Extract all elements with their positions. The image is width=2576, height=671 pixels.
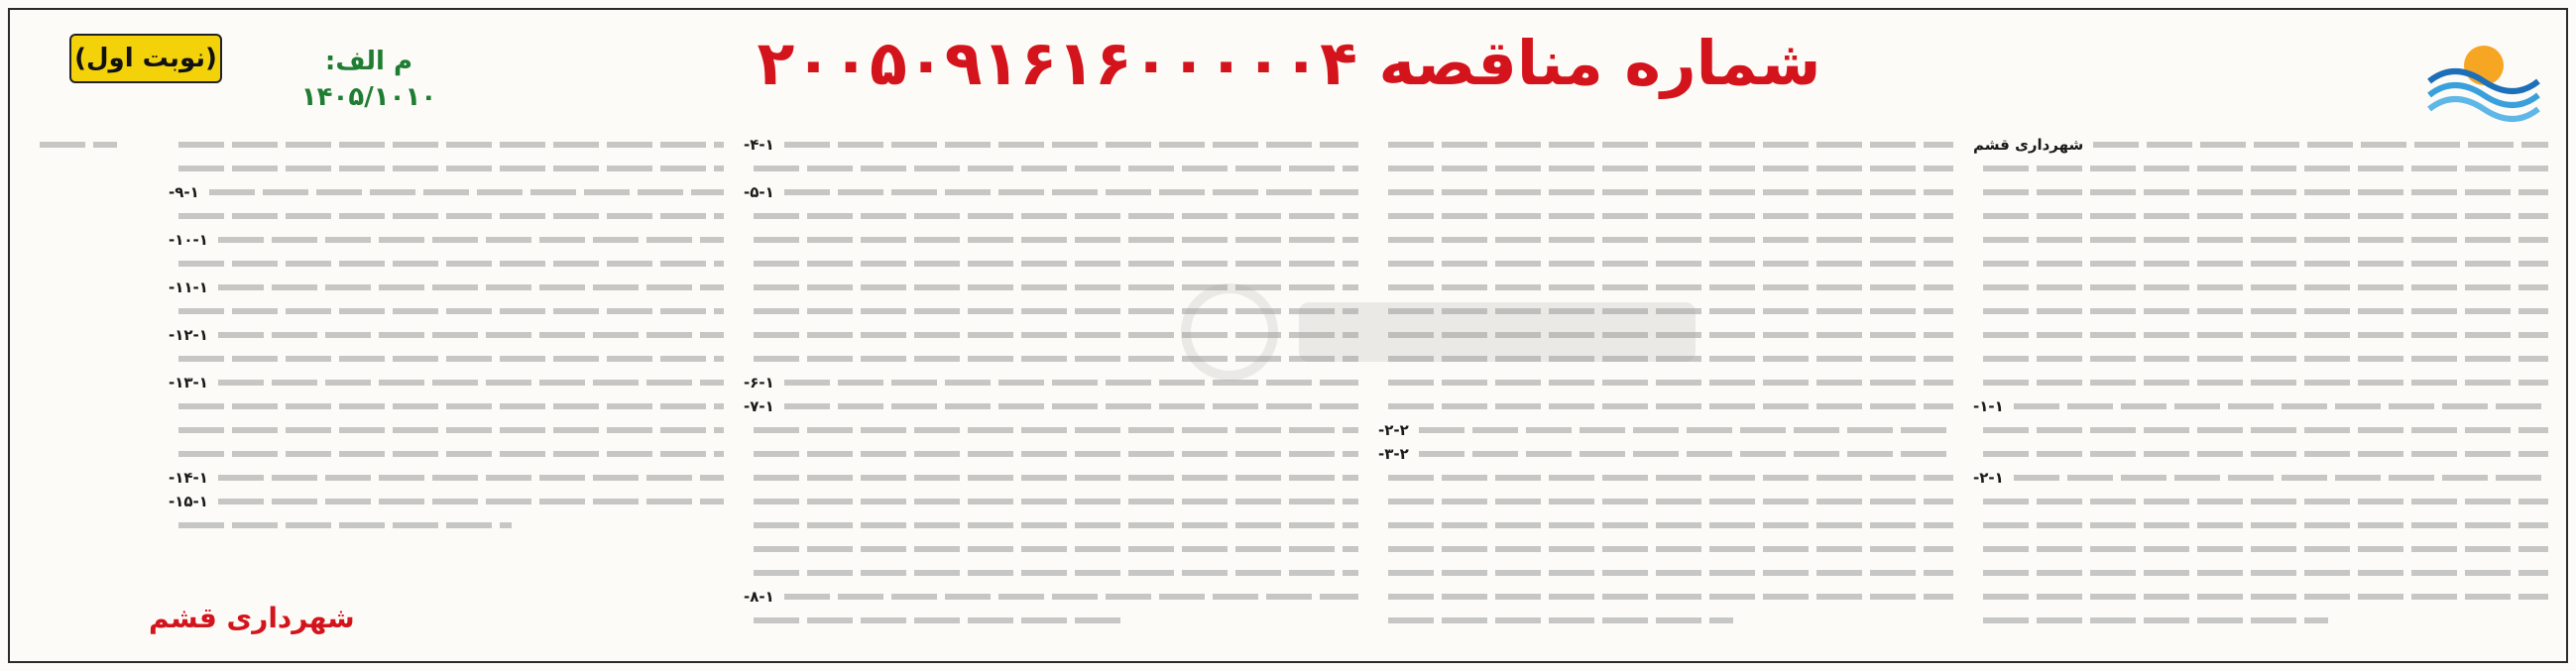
text-placeholder	[1388, 546, 1953, 552]
text-line	[1973, 299, 2548, 323]
text-placeholder	[178, 142, 724, 148]
text-placeholder	[1388, 332, 1953, 338]
text-line	[1378, 418, 1953, 442]
clause-number: ۸-۱-	[744, 588, 774, 606]
text-line	[1378, 371, 1953, 394]
text-placeholder	[1388, 308, 1953, 314]
text-placeholder	[178, 166, 724, 171]
text-placeholder	[754, 617, 1122, 623]
text-line	[1973, 323, 2548, 347]
clause-number: ۷-۱-	[744, 397, 774, 415]
text-line	[1973, 276, 2548, 299]
text-placeholder	[754, 451, 1358, 457]
text-line	[1973, 537, 2548, 561]
text-line	[1378, 252, 1953, 276]
text-line	[1378, 180, 1953, 204]
text-line	[169, 442, 724, 466]
clause-number: ۱۳-۱-	[169, 374, 208, 391]
text-line	[744, 394, 1358, 418]
text-placeholder	[754, 570, 1358, 576]
text-placeholder	[1983, 332, 2548, 338]
column-1	[1973, 133, 2548, 648]
text-line	[169, 299, 724, 323]
text-placeholder	[1983, 213, 2548, 219]
text-placeholder	[1983, 617, 2328, 623]
text-placeholder	[1419, 427, 1953, 433]
text-placeholder	[1388, 617, 1733, 623]
text-placeholder	[1388, 499, 1953, 504]
text-line	[1973, 609, 2548, 632]
text-line	[744, 157, 1358, 180]
text-line	[744, 513, 1358, 537]
text-placeholder	[1388, 380, 1953, 386]
clause-number: ۲-۲-	[1378, 421, 1409, 439]
text-line	[1378, 490, 1953, 513]
text-placeholder	[1388, 142, 1953, 148]
text-placeholder	[754, 427, 1358, 433]
text-line	[169, 418, 724, 442]
text-line	[1378, 133, 1953, 157]
text-line	[1378, 204, 1953, 228]
text-placeholder	[1983, 546, 2548, 552]
text-placeholder	[1983, 451, 2548, 457]
text-placeholder	[754, 546, 1358, 552]
clause-number: ۱۵-۱-	[169, 493, 208, 510]
text-placeholder	[1388, 356, 1953, 362]
text-line	[30, 133, 159, 157]
clause-number: ۱۰-۱-	[169, 231, 208, 249]
column-2	[1378, 133, 1953, 648]
text-placeholder	[754, 213, 1358, 219]
text-line	[1378, 323, 1953, 347]
issuer-signature: شهرداری قشم	[149, 602, 355, 634]
text-line	[744, 204, 1358, 228]
text-placeholder	[754, 261, 1358, 267]
text-line	[1973, 204, 2548, 228]
text-placeholder	[1388, 522, 1953, 528]
text-placeholder	[2014, 403, 2548, 409]
text-line	[1973, 513, 2548, 537]
text-placeholder	[1983, 189, 2548, 195]
text-line	[744, 276, 1358, 299]
text-placeholder	[178, 522, 512, 528]
text-line	[744, 347, 1358, 371]
text-placeholder	[218, 332, 724, 338]
notice-body	[30, 133, 2548, 648]
text-placeholder	[2093, 142, 2548, 148]
text-line	[1378, 228, 1953, 252]
text-line	[169, 180, 724, 204]
text-placeholder	[178, 213, 724, 219]
notice-header	[0, 0, 2576, 112]
text-line	[744, 299, 1358, 323]
text-line	[169, 252, 724, 276]
text-line	[1378, 157, 1953, 180]
text-placeholder	[784, 142, 1358, 148]
text-placeholder	[178, 308, 724, 314]
text-line	[1973, 394, 2548, 418]
text-line	[744, 537, 1358, 561]
text-placeholder	[784, 380, 1358, 386]
text-line	[169, 323, 724, 347]
text-line	[169, 466, 724, 490]
text-placeholder	[218, 499, 724, 504]
text-placeholder	[1388, 403, 1953, 409]
text-line	[169, 228, 724, 252]
column-5	[30, 133, 159, 648]
text-placeholder	[178, 356, 724, 362]
clause-number: ۱-۱-	[1973, 397, 2004, 415]
text-placeholder	[1419, 451, 1953, 457]
text-line	[1973, 347, 2548, 371]
text-line	[1973, 157, 2548, 180]
text-placeholder	[754, 522, 1358, 528]
clause-number: ۹-۱-	[169, 183, 199, 201]
text-line	[1973, 180, 2548, 204]
text-line	[744, 228, 1358, 252]
text-placeholder	[1983, 522, 2548, 528]
text-placeholder	[40, 142, 117, 148]
text-placeholder	[784, 594, 1358, 600]
column-3	[744, 133, 1358, 648]
text-placeholder	[1983, 237, 2548, 243]
text-placeholder	[1983, 427, 2548, 433]
column-4	[169, 133, 724, 648]
text-placeholder	[754, 475, 1358, 481]
text-line	[744, 442, 1358, 466]
clause-number: ۱۴-۱-	[169, 469, 208, 487]
text-line	[1973, 228, 2548, 252]
text-placeholder	[754, 284, 1358, 290]
text-line	[1973, 418, 2548, 442]
text-placeholder	[1388, 213, 1953, 219]
text-line	[169, 513, 724, 537]
text-line	[744, 371, 1358, 394]
text-line	[169, 133, 724, 157]
text-line	[1973, 561, 2548, 585]
text-placeholder	[218, 237, 724, 243]
text-placeholder	[754, 499, 1358, 504]
text-line	[744, 490, 1358, 513]
text-placeholder	[754, 166, 1358, 171]
text-placeholder	[1388, 237, 1953, 243]
municipality-logo-icon	[2409, 22, 2558, 131]
text-line	[744, 323, 1358, 347]
text-line	[169, 276, 724, 299]
clause-number: ۳-۲-	[1378, 445, 1409, 463]
text-line	[1378, 561, 1953, 585]
text-line	[169, 490, 724, 513]
text-line	[1973, 466, 2548, 490]
clause-number: ۵-۱-	[744, 183, 774, 201]
text-placeholder	[218, 380, 724, 386]
clause-number: شهرداری قشم	[1973, 136, 2084, 154]
text-placeholder	[1983, 570, 2548, 576]
text-placeholder	[754, 332, 1358, 338]
text-line	[1378, 513, 1953, 537]
text-placeholder	[1983, 166, 2548, 171]
text-line	[744, 180, 1358, 204]
text-line	[744, 561, 1358, 585]
text-placeholder	[1983, 356, 2548, 362]
text-placeholder	[178, 451, 724, 457]
clause-number: ۲-۱-	[1973, 469, 2004, 487]
text-line	[744, 585, 1358, 609]
text-placeholder	[1388, 570, 1953, 576]
text-placeholder	[178, 261, 724, 267]
text-line	[169, 371, 724, 394]
text-placeholder	[1388, 189, 1953, 195]
text-line	[744, 609, 1358, 632]
text-line	[169, 394, 724, 418]
text-line	[744, 466, 1358, 490]
text-line	[169, 204, 724, 228]
text-placeholder	[1983, 380, 2548, 386]
tender-title: شماره مناقصه ۲۰۰۵۰۹۱۶۱۶۰۰۰۰۰۴	[757, 27, 1821, 99]
text-line	[1973, 442, 2548, 466]
text-placeholder	[1983, 284, 2548, 290]
text-line	[744, 418, 1358, 442]
clause-number: ۱۱-۱-	[169, 279, 208, 296]
text-line	[1378, 299, 1953, 323]
text-line	[744, 133, 1358, 157]
text-line	[169, 347, 724, 371]
text-placeholder	[784, 403, 1358, 409]
clause-number: ۴-۱-	[744, 136, 774, 154]
text-placeholder	[754, 356, 1358, 362]
text-line	[1378, 394, 1953, 418]
text-placeholder	[178, 427, 724, 433]
text-placeholder	[1388, 166, 1953, 171]
text-line	[169, 157, 724, 180]
text-placeholder	[1388, 475, 1953, 481]
text-line	[1973, 490, 2548, 513]
text-placeholder	[2014, 475, 2548, 481]
text-line	[1973, 371, 2548, 394]
text-placeholder	[209, 189, 724, 195]
text-placeholder	[1388, 284, 1953, 290]
text-line	[1378, 585, 1953, 609]
text-placeholder	[1983, 308, 2548, 314]
text-line	[1973, 252, 2548, 276]
text-placeholder	[218, 475, 724, 481]
text-placeholder	[218, 284, 724, 290]
text-placeholder	[1983, 499, 2548, 504]
text-placeholder	[754, 237, 1358, 243]
text-line	[744, 252, 1358, 276]
text-placeholder	[754, 308, 1358, 314]
text-line	[1378, 347, 1953, 371]
clause-number: ۱۲-۱-	[169, 326, 208, 344]
reference-number: م الف: ۱۴۰۵/۱۰۱۰	[300, 47, 437, 112]
text-line	[1378, 276, 1953, 299]
text-line	[1378, 442, 1953, 466]
text-placeholder	[784, 189, 1358, 195]
clause-number: ۶-۱-	[744, 374, 774, 391]
first-publication-badge: (نوبت اول)	[69, 34, 222, 83]
text-placeholder	[178, 403, 724, 409]
text-line	[1973, 133, 2548, 157]
text-line	[1973, 585, 2548, 609]
text-placeholder	[1983, 594, 2548, 600]
text-line	[1378, 609, 1953, 632]
text-placeholder	[1983, 261, 2548, 267]
text-placeholder	[1388, 594, 1953, 600]
text-line	[1378, 466, 1953, 490]
text-placeholder	[1388, 261, 1953, 267]
text-line	[1378, 537, 1953, 561]
